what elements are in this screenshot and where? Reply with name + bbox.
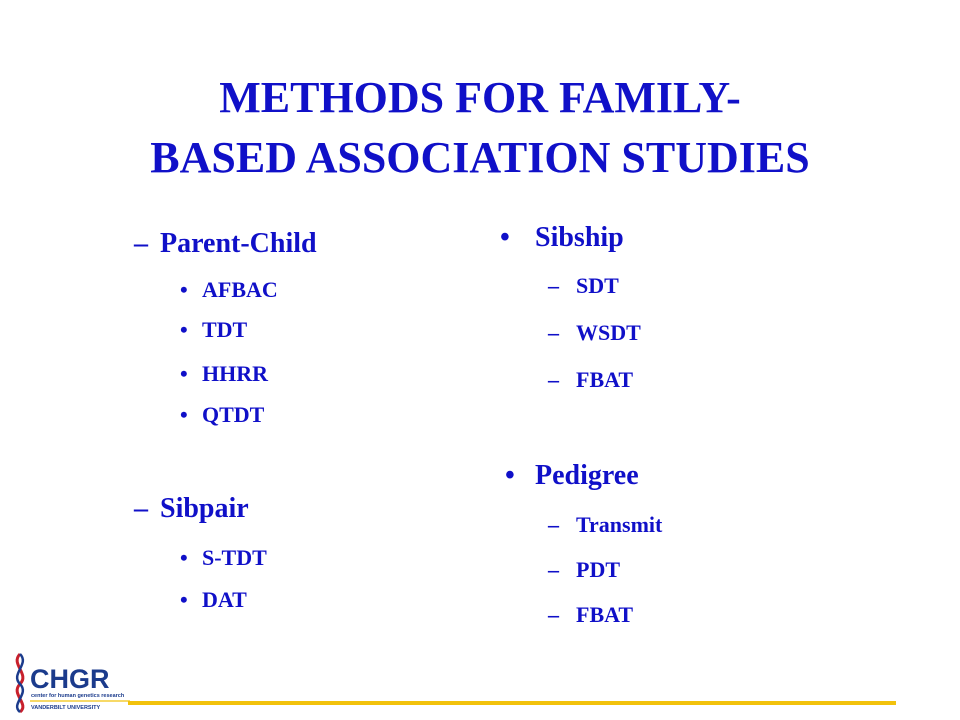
- list-item: HHRR: [202, 361, 268, 386]
- list-item: QTDT: [202, 402, 265, 427]
- group-label-sibpair: Sibpair: [160, 493, 249, 524]
- list-item: DAT: [202, 587, 247, 612]
- title-line-2: BASED ASSOCIATION STUDIES: [150, 133, 810, 182]
- list-item: Transmit: [576, 512, 663, 537]
- bullet-marker: •: [180, 317, 188, 342]
- bullet-marker: •: [505, 460, 515, 491]
- list-item: S-TDT: [202, 545, 267, 570]
- bullet-marker: •: [500, 222, 510, 253]
- group-label-pedigree: Pedigree: [535, 460, 639, 491]
- bullet-marker: •: [180, 545, 188, 570]
- dash-marker: –: [548, 273, 559, 298]
- logo-subtext: center for human genetics research: [31, 693, 125, 699]
- dash-marker: –: [548, 367, 559, 392]
- bullet-marker: •: [180, 587, 188, 612]
- group-label-sibship: Sibship: [535, 222, 624, 253]
- dash-marker: –: [134, 493, 148, 524]
- bullet-marker: •: [180, 361, 188, 386]
- list-item: TDT: [202, 317, 248, 342]
- chgr-logo: [8, 652, 132, 714]
- list-item: SDT: [576, 273, 619, 298]
- list-item: FBAT: [576, 602, 634, 627]
- group-label-parent-child: Parent-Child: [160, 228, 317, 259]
- logo-university: VANDERBILT UNIVERSITY: [31, 705, 101, 711]
- dash-marker: –: [548, 602, 559, 627]
- footer-rule: [128, 701, 896, 705]
- slide-title: [0, 68, 960, 188]
- dash-marker: –: [548, 557, 559, 582]
- logo-wordmark: CHGR: [30, 664, 110, 694]
- list-item: WSDT: [576, 320, 641, 345]
- dash-marker: –: [548, 320, 559, 345]
- list-item: AFBAC: [202, 277, 278, 302]
- list-item: FBAT: [576, 367, 634, 392]
- bullet-marker: •: [180, 402, 188, 427]
- title-line-1: METHODS FOR FAMILY-: [219, 73, 741, 122]
- list-item: PDT: [576, 557, 620, 582]
- bullet-marker: •: [180, 277, 188, 302]
- dash-marker: –: [548, 512, 559, 537]
- dash-marker: –: [134, 228, 148, 259]
